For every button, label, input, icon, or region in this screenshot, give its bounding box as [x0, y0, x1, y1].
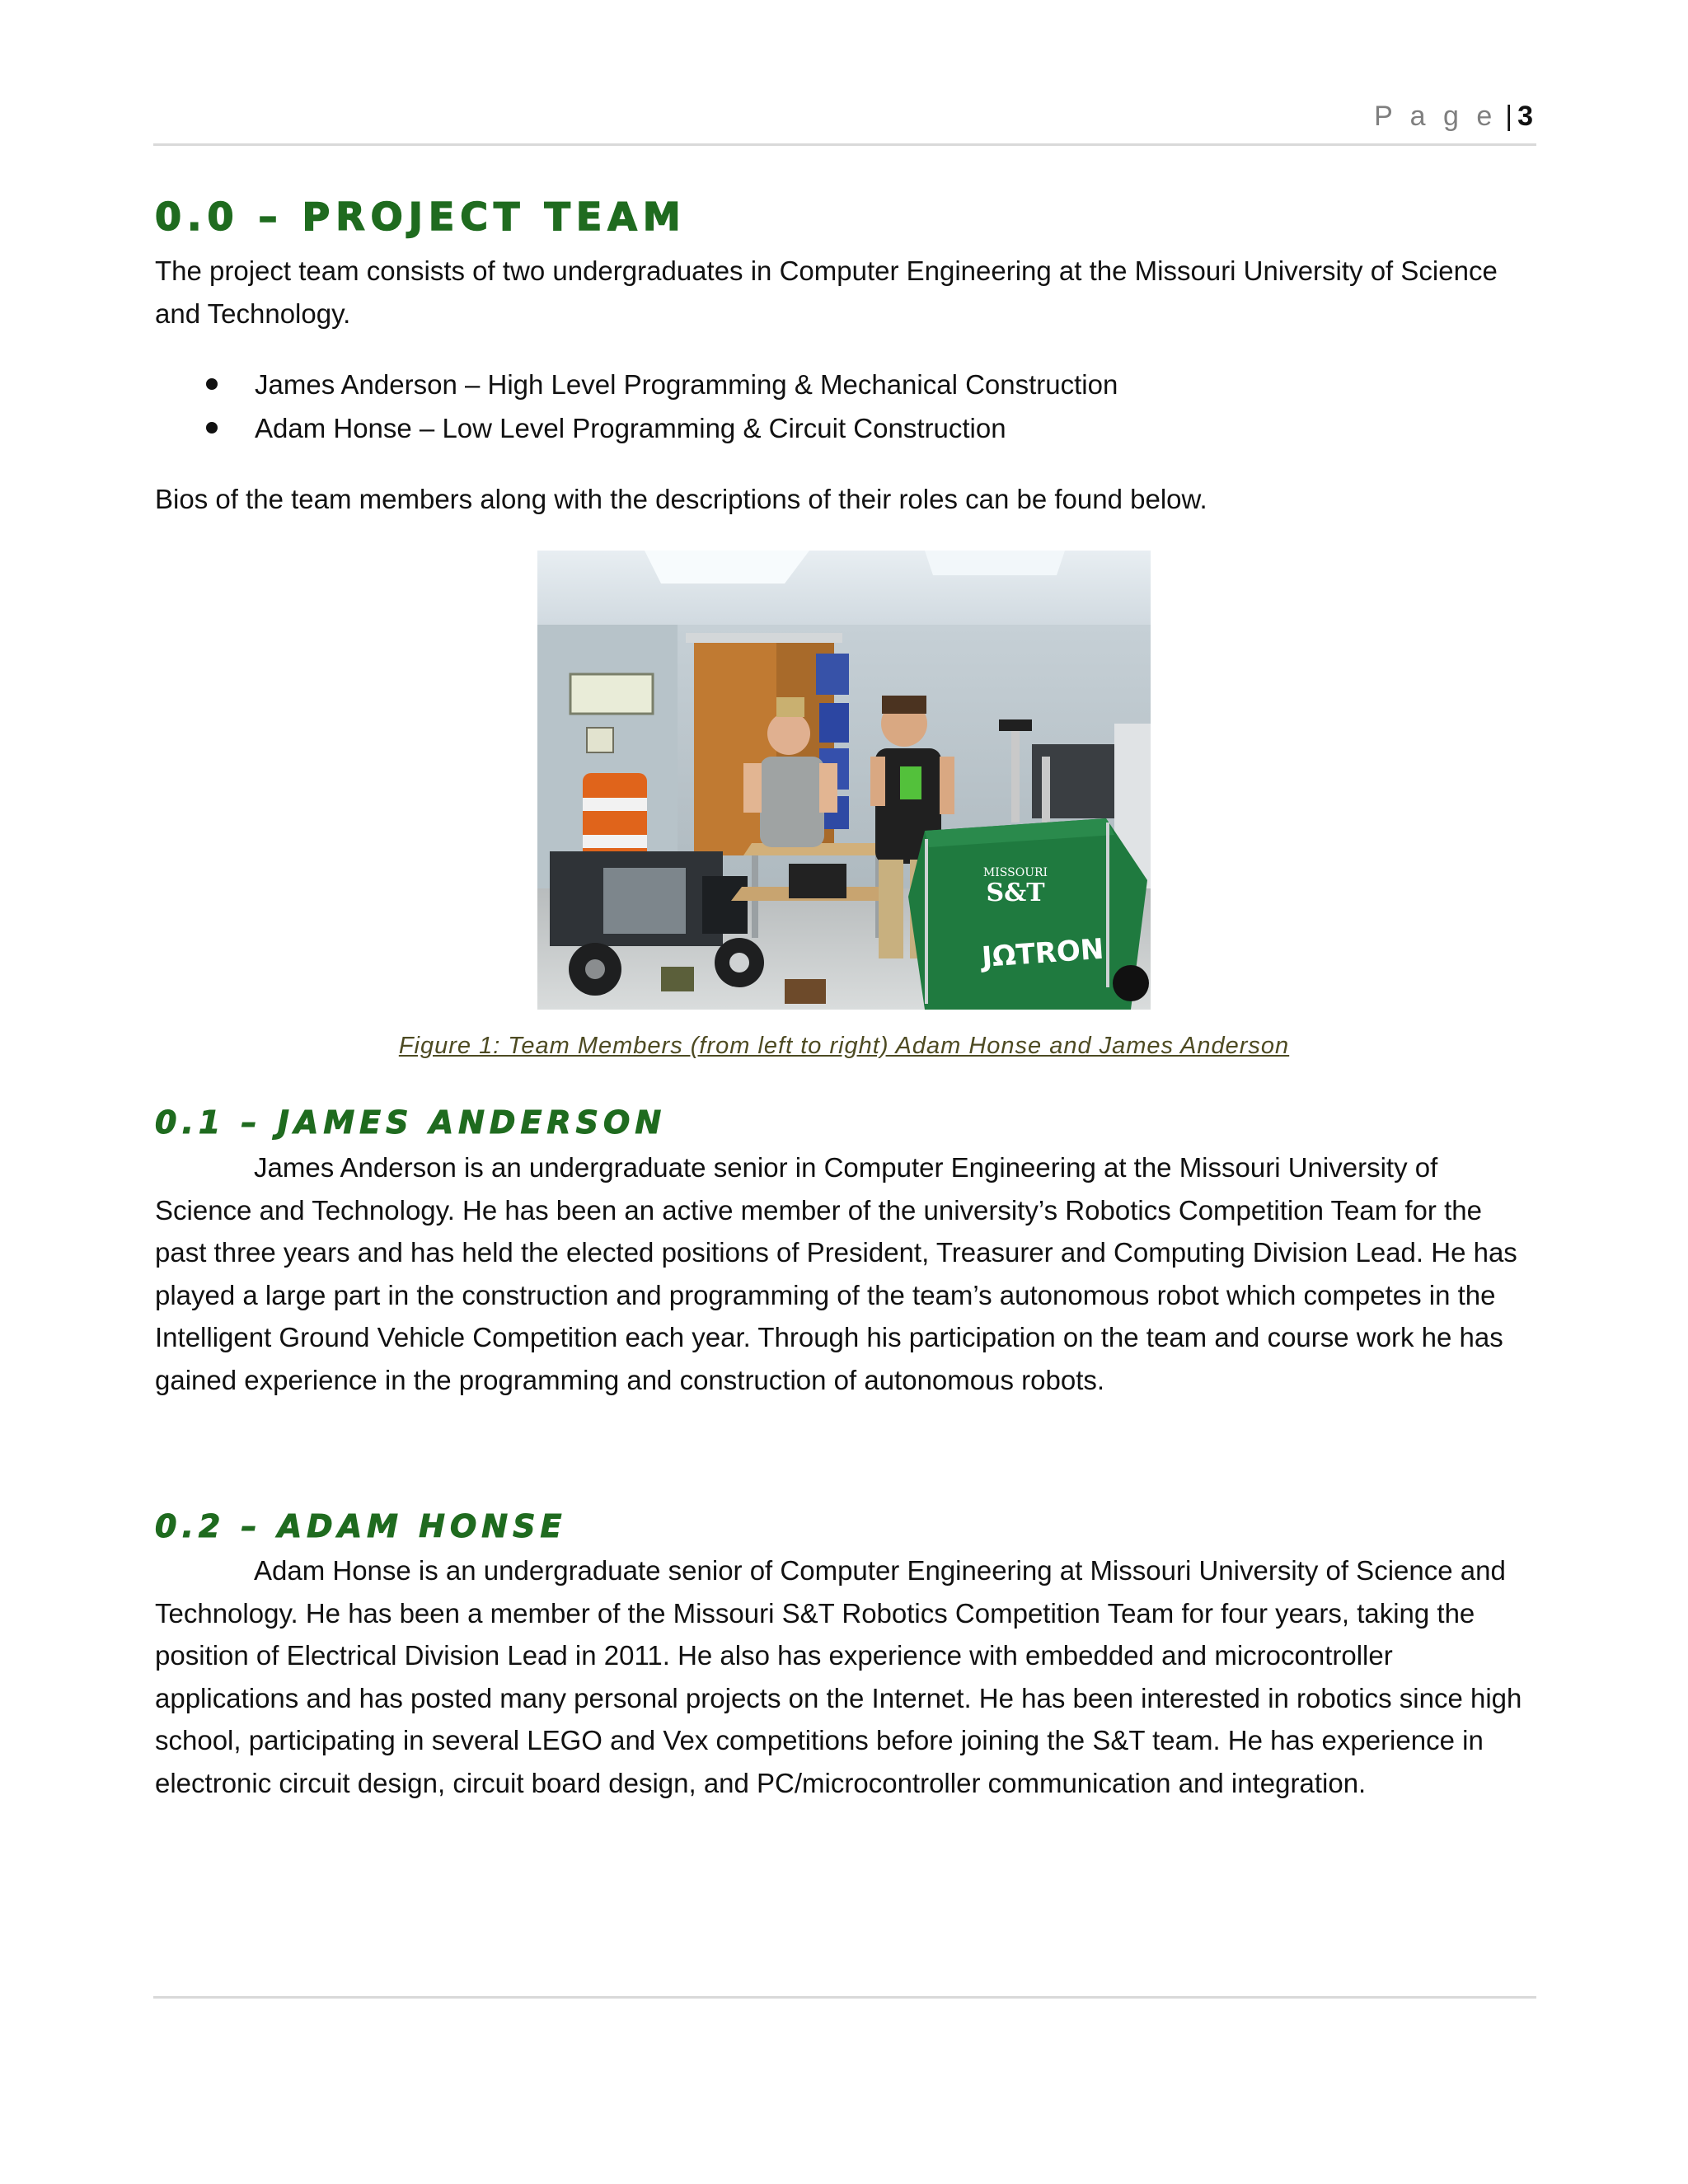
robot-name-label: JΩTRON — [980, 932, 1105, 974]
list-item — [155, 363, 1474, 406]
page-separator: | — [1505, 101, 1513, 132]
intro-paragraph: The project team consists of two undergraduates in Computer Engineering at the Missouri University of Science and Technology. — [155, 255, 1498, 329]
list-item-text: Adam Honse – Low Level Programming & Circuit Construction — [255, 413, 1006, 443]
bullet-icon — [206, 422, 218, 434]
page-number-label — [1374, 101, 1533, 133]
bios-note-paragraph: Bios of the team members along with the descriptions of their roles can be found below. — [155, 484, 1207, 514]
footer-rule — [153, 1996, 1536, 1999]
page-word: P a g e — [1374, 101, 1498, 132]
section-heading-adam-honse: 0.2 – ADAM HONSE — [155, 1508, 567, 1544]
list-item-text: James Anderson – High Level Programming & Mechanical Construction — [255, 369, 1118, 400]
page-number: 3 — [1517, 101, 1533, 132]
section-heading-project-team: 0.0 – PROJECT TEAM — [155, 194, 687, 239]
figure-caption: Figure 1: Team Members (from left to right) Adam Honse and James Anderson — [398, 1033, 1290, 1059]
james-anderson-bio: James Anderson is an undergraduate senior in Computer Engineering at the Missouri University of Science and Technology. He has been an active member of the university’s Robotics Competition Team for the past three years and has held the elected positions of President, Treasurer and Computing Division Lead. He has played a large part in the construction and programming of the team’s autonomous robot which competes in the Intelligent Ground Vehicle Competition each year. Through his participation on the team and course work he has gained experience in the programming and construction of autonomous robots. — [155, 1152, 1517, 1395]
section-heading-james-anderson: 0.1 – JAMES ANDERSON — [155, 1104, 667, 1141]
list-item — [155, 406, 1474, 450]
page-header — [153, 97, 1536, 146]
robot-sign-top: MISSOURI — [982, 866, 1048, 879]
adam-honse-bio: Adam Honse is an undergraduate senior of Computer Engineering at Missouri University of Science and Technology. He has been a member of the Missouri S&T Robotics Competition Team for four years, taking the position of Electrical Division Lead in 2011. He also has experience with embedded and microcontroller applications and has posted many personal projects on the Internet. He has been interested in robotics since high school, participating in several LEGO and Vex competitions before joining the S&T team. He has experience in electronic circuit design, circuit board design, and PC/microcontroller communication and integration. — [155, 1555, 1522, 1798]
team-photo — [537, 551, 1151, 1010]
robot-sign-logo: S&T — [986, 879, 1045, 907]
bullet-icon — [206, 378, 218, 390]
team-role-list — [155, 363, 1474, 450]
